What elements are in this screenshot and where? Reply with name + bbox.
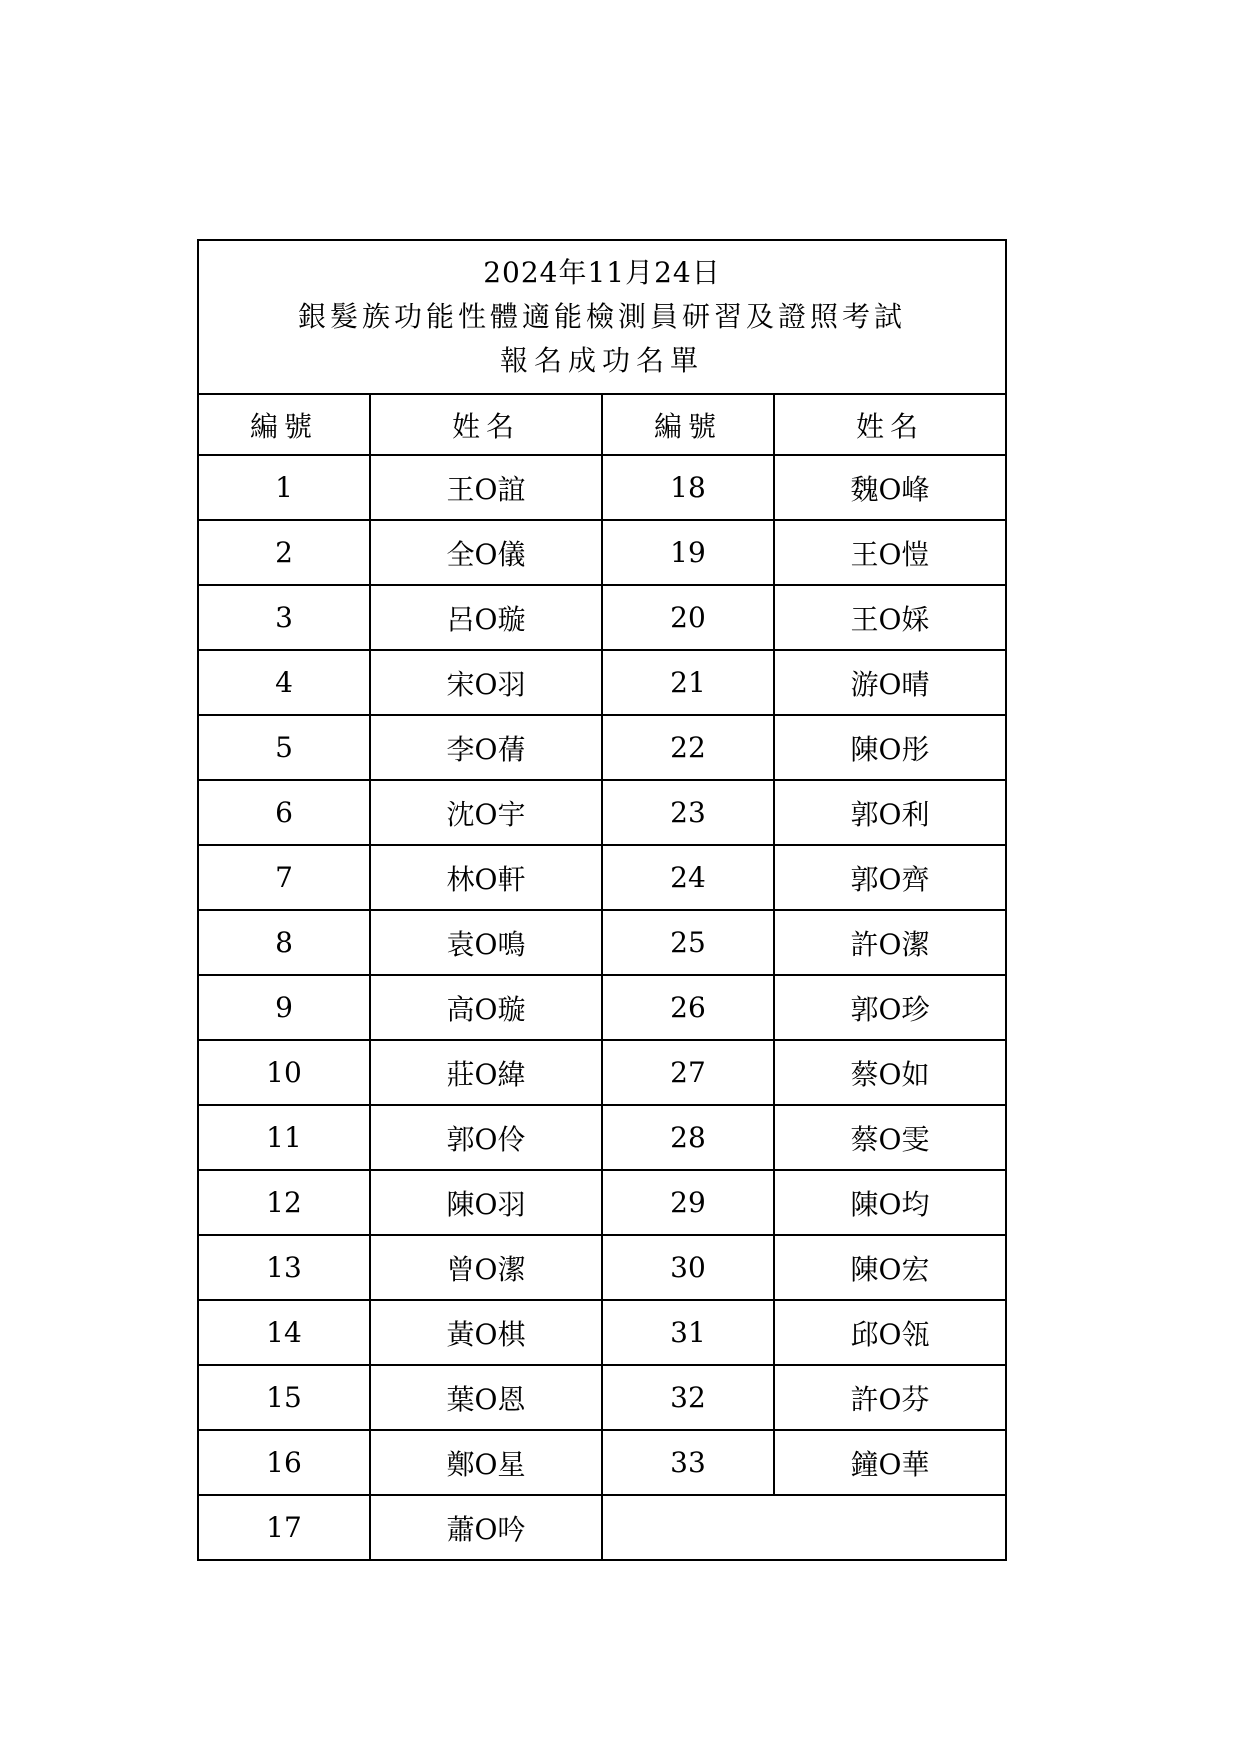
row-name: 李O蒨 [370, 715, 602, 780]
table-row [198, 1040, 1006, 1105]
row-number: 9 [198, 975, 370, 1040]
table-row [198, 1365, 1006, 1430]
row-name: 袁O鳴 [370, 910, 602, 975]
row-name-2: 郭O齊 [774, 845, 1006, 910]
row-number: 1 [198, 455, 370, 520]
row-number-2: 18 [602, 455, 774, 520]
table-row [198, 910, 1006, 975]
row-name: 黃O棋 [370, 1300, 602, 1365]
row-name: 高O璇 [370, 975, 602, 1040]
row-number-2: 33 [602, 1430, 774, 1495]
row-name-2: 許O芬 [774, 1365, 1006, 1430]
row-name: 陳O羽 [370, 1170, 602, 1235]
row-number-2: 23 [602, 780, 774, 845]
row-name-2: 邱O瓴 [774, 1300, 1006, 1365]
row-number: 5 [198, 715, 370, 780]
row-name-2: 陳O均 [774, 1170, 1006, 1235]
row-name-2: 陳O宏 [774, 1235, 1006, 1300]
row-name-2: 王O婇 [774, 585, 1006, 650]
row-number-2: 25 [602, 910, 774, 975]
row-number-2: 27 [602, 1040, 774, 1105]
title-row [198, 240, 1006, 394]
row-number: 15 [198, 1365, 370, 1430]
row-number: 11 [198, 1105, 370, 1170]
row-number: 10 [198, 1040, 370, 1105]
row-number: 13 [198, 1235, 370, 1300]
row-number: 16 [198, 1430, 370, 1495]
table-row [198, 845, 1006, 910]
row-number-2: 28 [602, 1105, 774, 1170]
row-name-2: 鐘O華 [774, 1430, 1006, 1495]
row-name: 全O儀 [370, 520, 602, 585]
title-event: 銀髮族功能性體適能檢測員研習及證照考試 [298, 300, 907, 333]
header-row [198, 394, 1006, 455]
table-row [198, 715, 1006, 780]
row-name: 沈O宇 [370, 780, 602, 845]
row-name-2: 王O愷 [774, 520, 1006, 585]
table-row [198, 1300, 1006, 1365]
table-row [198, 455, 1006, 520]
table-row [198, 585, 1006, 650]
row-name-2: 郭O珍 [774, 975, 1006, 1040]
row-name-2: 魏O峰 [774, 455, 1006, 520]
row-number-2: 24 [602, 845, 774, 910]
row-number-2: 31 [602, 1300, 774, 1365]
row-name: 王O誼 [370, 455, 602, 520]
row-name: 蕭O吟 [370, 1495, 602, 1560]
row-number: 4 [198, 650, 370, 715]
table-row [198, 1495, 1006, 1560]
header-name: 姓名 [370, 394, 602, 455]
empty-cell [602, 1495, 1006, 1560]
row-number-2: 29 [602, 1170, 774, 1235]
row-name: 葉O恩 [370, 1365, 602, 1430]
table-row [198, 975, 1006, 1040]
roster-table [197, 239, 1007, 1561]
row-name: 曾O潔 [370, 1235, 602, 1300]
header-name-2: 姓名 [774, 394, 1006, 455]
row-number-2: 32 [602, 1365, 774, 1430]
row-name-2: 游O晴 [774, 650, 1006, 715]
header-number-2: 編號 [602, 394, 774, 455]
table-row [198, 1105, 1006, 1170]
row-name-2: 蔡O雯 [774, 1105, 1006, 1170]
row-number: 2 [198, 520, 370, 585]
row-name-2: 許O潔 [774, 910, 1006, 975]
row-name: 呂O璇 [370, 585, 602, 650]
row-name: 郭O伶 [370, 1105, 602, 1170]
row-name: 宋O羽 [370, 650, 602, 715]
row-number-2: 22 [602, 715, 774, 780]
row-number: 7 [198, 845, 370, 910]
row-number: 14 [198, 1300, 370, 1365]
table-row [198, 520, 1006, 585]
row-name: 鄭O星 [370, 1430, 602, 1495]
table-row [198, 780, 1006, 845]
row-number: 12 [198, 1170, 370, 1235]
row-number-2: 20 [602, 585, 774, 650]
table-row [198, 1430, 1006, 1495]
title-date: 2024年11月24日 [483, 256, 721, 289]
table-row [198, 1235, 1006, 1300]
table-row [198, 650, 1006, 715]
row-number-2: 30 [602, 1235, 774, 1300]
row-number-2: 19 [602, 520, 774, 585]
table-row [198, 1170, 1006, 1235]
row-name: 莊O緯 [370, 1040, 602, 1105]
row-number-2: 26 [602, 975, 774, 1040]
title-subtitle: 報名成功名單 [500, 344, 705, 377]
row-name-2: 蔡O如 [774, 1040, 1006, 1105]
row-name: 林O軒 [370, 845, 602, 910]
row-number: 6 [198, 780, 370, 845]
row-number-2: 21 [602, 650, 774, 715]
row-number: 17 [198, 1495, 370, 1560]
header-number: 編號 [198, 394, 370, 455]
row-name-2: 陳O彤 [774, 715, 1006, 780]
row-name-2: 郭O利 [774, 780, 1006, 845]
row-number: 3 [198, 585, 370, 650]
row-number: 8 [198, 910, 370, 975]
title-cell [198, 240, 1006, 394]
roster-body [198, 455, 1006, 1560]
